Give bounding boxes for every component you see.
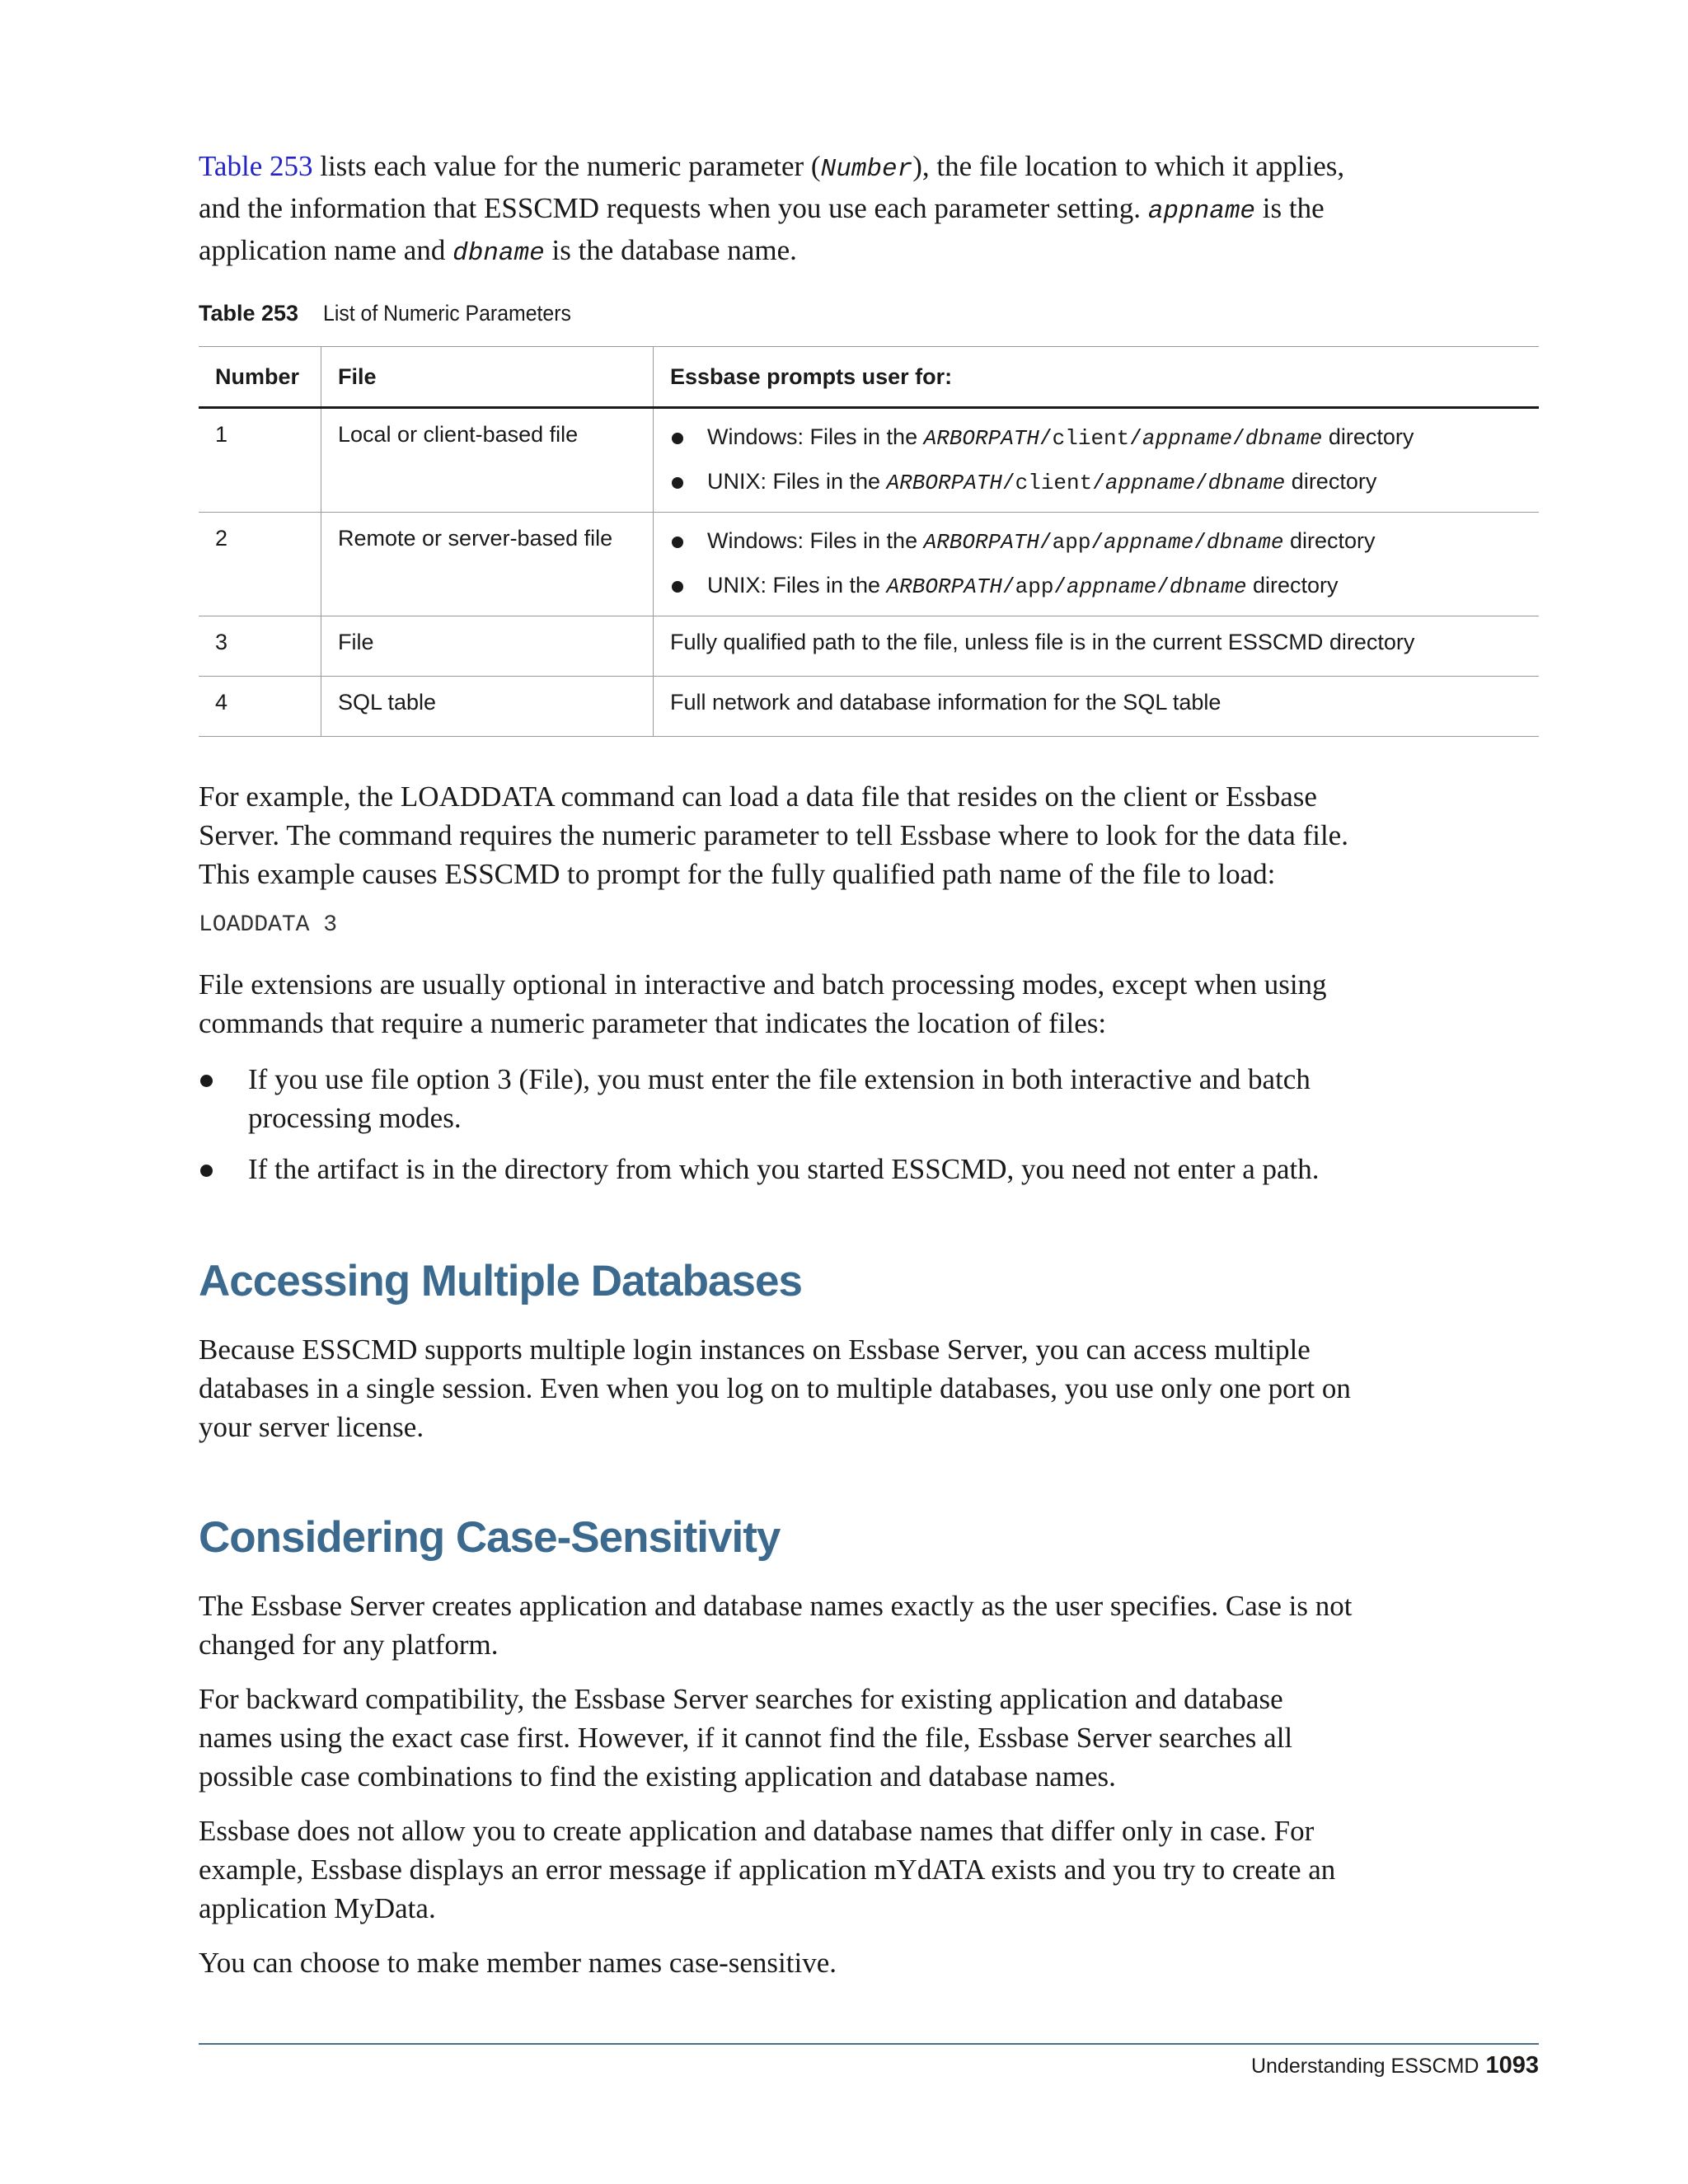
cell-file: Remote or server-based file bbox=[321, 513, 654, 616]
multiple-databases-paragraph: Because ESSCMD supports multiple login instances on Essbase Server, you can access multiple databases in a single session. Even when you log on to multiple databases, you use only one port on your server license. bbox=[199, 1333, 1351, 1443]
table-reference-link[interactable]: Table 253 bbox=[199, 150, 313, 182]
bullet-icon bbox=[672, 477, 683, 489]
list-item: Windows: Files in the ARBORPATH/app/appname/dbname directory bbox=[670, 526, 1522, 557]
table-row bbox=[199, 408, 1539, 513]
page-footer bbox=[1251, 2052, 1539, 2079]
section-heading-case-sensitivity: Considering Case-Sensitivity bbox=[199, 1513, 781, 1562]
table-header-row bbox=[199, 347, 1539, 408]
cell-prompts bbox=[654, 408, 1540, 513]
cell-number: 3 bbox=[215, 630, 228, 654]
footer-title: Understanding ESSCMD bbox=[1250, 2055, 1479, 2078]
header-number: Number bbox=[215, 363, 300, 389]
extensions-bullet-list bbox=[199, 1060, 1353, 1201]
list-item: UNIX: Files in the ARBORPATH/client/appname/dbname directory bbox=[670, 466, 1522, 498]
bullet-icon bbox=[672, 581, 683, 593]
bullet-icon bbox=[200, 1165, 213, 1177]
intro-text-2: ), the file location to which it applies, and the information that ESSCMD requests when you use each parameter setting. bbox=[199, 150, 1345, 224]
number-param: Number bbox=[820, 155, 913, 184]
bullet-icon bbox=[200, 1075, 213, 1087]
table-row bbox=[199, 616, 1539, 677]
cell-number: 2 bbox=[215, 526, 228, 551]
list-item: If you use file option 3 (File), you must enter the file extension in both interactive and batch processing modes. bbox=[199, 1060, 1353, 1137]
list-item: Windows: Files in the ARBORPATH/client/appname/dbname directory bbox=[670, 422, 1522, 453]
numeric-parameters-table bbox=[199, 346, 1539, 737]
list-item: UNIX: Files in the ARBORPATH/app/appname/dbname directory bbox=[670, 570, 1522, 602]
cell-number: 1 bbox=[215, 422, 228, 447]
example-paragraph: For example, the LOADDATA command can load a data file that resides on the client or Essbase Server. The command requires the numeric parameter to tell Essbase where to look for the data file. This example causes ESSCMD to prompt for the fully qualified path name of the file to load: bbox=[199, 780, 1348, 890]
page-number: 1093 bbox=[1485, 2052, 1539, 2079]
table-caption-title: List of Numeric Parameters bbox=[323, 301, 572, 326]
section-heading-multiple-databases: Accessing Multiple Databases bbox=[199, 1257, 802, 1305]
cell-prompts bbox=[654, 513, 1540, 616]
table-caption bbox=[199, 301, 593, 326]
case-paragraph-4: You can choose to make member names case-sensitive. bbox=[199, 1947, 837, 1979]
case-paragraph-2: For backward compatibility, the Essbase Server searches for existing application and database names using the exact case first. However, if it cannot find the file, Essbase Server searches all possible case combinations to find the existing application and database names. bbox=[199, 1683, 1293, 1793]
table-caption-number: Table 253 bbox=[199, 301, 299, 326]
cell-number: 4 bbox=[215, 690, 228, 715]
document-page bbox=[199, 0, 1539, 2184]
table-row bbox=[199, 513, 1539, 616]
header-prompts: Essbase prompts user for: bbox=[654, 347, 1540, 408]
bullet-icon bbox=[672, 433, 683, 444]
case-paragraph-1: The Essbase Server creates application and database names exactly as the user specifies. Case is not changed for any platform. bbox=[199, 1590, 1353, 1661]
code-example: LOADDATA 3 bbox=[199, 912, 338, 938]
case-paragraph-3: Essbase does not allow you to create application and database names that differ only in case. For example, Essbase displays an error message if application mYdATA exists and you try to create an application MyData. bbox=[199, 1815, 1336, 1924]
cell-file: File bbox=[321, 616, 654, 677]
intro-text-4: is the database name. bbox=[544, 234, 797, 266]
table-row bbox=[199, 677, 1539, 737]
cell-file: SQL table bbox=[321, 677, 654, 737]
footer-divider bbox=[199, 2043, 1539, 2045]
intro-text-3: is the application name and bbox=[199, 192, 1325, 266]
extensions-paragraph: File extensions are usually optional in interactive and batch processing modes, except when using commands that require a numeric parameter that indicates the location of files: bbox=[199, 968, 1327, 1039]
header-file: File bbox=[321, 347, 654, 408]
intro-paragraph bbox=[199, 147, 1353, 273]
cell-prompts: Full network and database information for the SQL table bbox=[654, 677, 1540, 737]
appname-term: appname bbox=[1147, 197, 1256, 226]
cell-file: Local or client-based file bbox=[321, 408, 654, 513]
bullet-icon bbox=[672, 537, 683, 548]
intro-text-1: lists each value for the numeric parameter ( bbox=[312, 150, 821, 182]
cell-prompts: Fully qualified path to the file, unless file is in the current ESSCMD directory bbox=[654, 616, 1540, 677]
dbname-term: dbname bbox=[452, 239, 545, 268]
list-item: If the artifact is in the directory from which you started ESSCMD, you need not enter a path. bbox=[199, 1150, 1353, 1188]
